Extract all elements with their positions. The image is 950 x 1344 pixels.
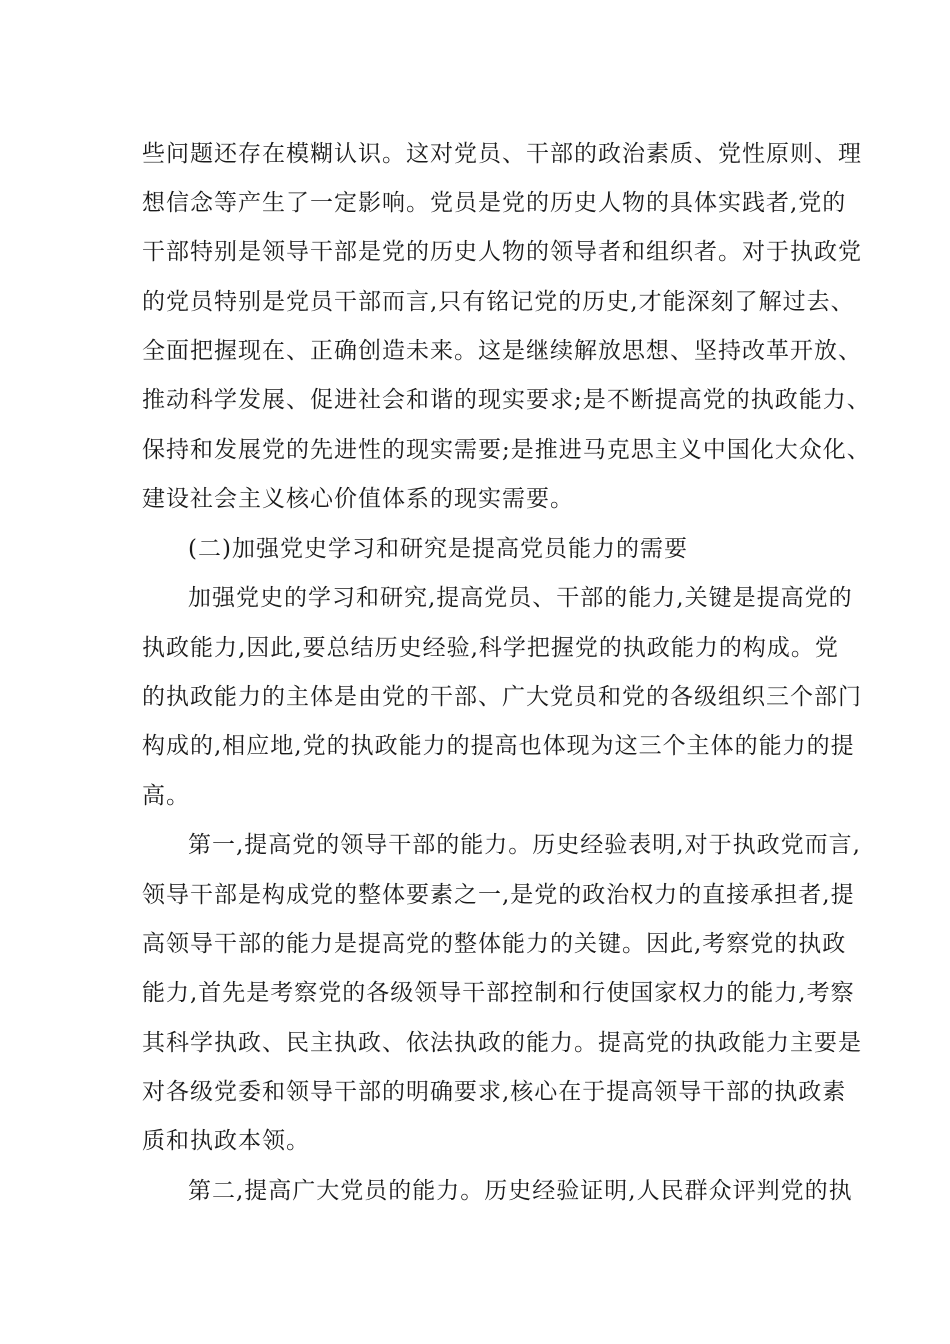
text-line: 对各级党委和领导干部的明确要求,核心在于提高领导干部的执政素 [142,1079,847,1105]
text-line: 执政能力,因此,要总结历史经验,科学把握党的执政能力的构成。党 [142,635,839,661]
text-line: 的执政能力的主体是由党的干部、广大党员和党的各级组织三个部门 [142,684,862,710]
paragraph-first-line: 加强党史的学习和研究,提高党员、干部的能力,关键是提高党的 [188,585,853,611]
text-line: 干部特别是领导干部是党的历史人物的领导者和组织者。对于执政党 [142,239,862,265]
text-line: 些问题还存在模糊认识。这对党员、干部的政治素质、党性原则、理 [142,141,862,167]
text-line: 高。 [142,783,190,809]
text-line: 高领导干部的能力是提高党的整体能力的关键。因此,考察党的执政 [142,931,847,957]
text-line: 质和执政本领。 [142,1128,310,1154]
text-line: 领导干部是构成党的整体要素之一,是党的政治权力的直接承担者,提 [142,882,855,908]
text-line: 其科学执政、民主执政、依法执政的能力。提高党的执政能力主要是 [142,1030,862,1056]
text-line: 保持和发展党的先进性的现实需要;是推进马克思主义中国化大众化、 [142,437,871,463]
text-line: 推动科学发展、促进社会和谐的现实要求;是不断提高党的执政能力、 [142,387,871,413]
text-line: 建设社会主义核心价值体系的现实需要。 [142,486,574,512]
text-line: 想信念等产生了一定影响。党员是党的历史人物的具体实践者,党的 [142,190,847,216]
text-line: 能力,首先是考察党的各级领导干部控制和行使国家权力的能力,考察 [142,980,855,1006]
paragraph-first-line: 第二,提高广大党员的能力。历史经验证明,人民群众评判党的执 [188,1178,853,1204]
text-line: 全面把握现在、正确创造未来。这是继续解放思想、坚持改革开放、 [142,338,862,364]
text-line: 的党员特别是党员干部而言,只有铭记党的历史,才能深刻了解过去、 [142,289,855,315]
section-heading: (二)加强党史学习和研究是提高党员能力的需要 [188,536,688,562]
paragraph-first-line: 第一,提高党的领导干部的能力。历史经验表明,对于执政党而言, [188,832,861,858]
text-line: 构成的,相应地,党的执政能力的提高也体现为这三个主体的能力的提 [142,733,855,759]
